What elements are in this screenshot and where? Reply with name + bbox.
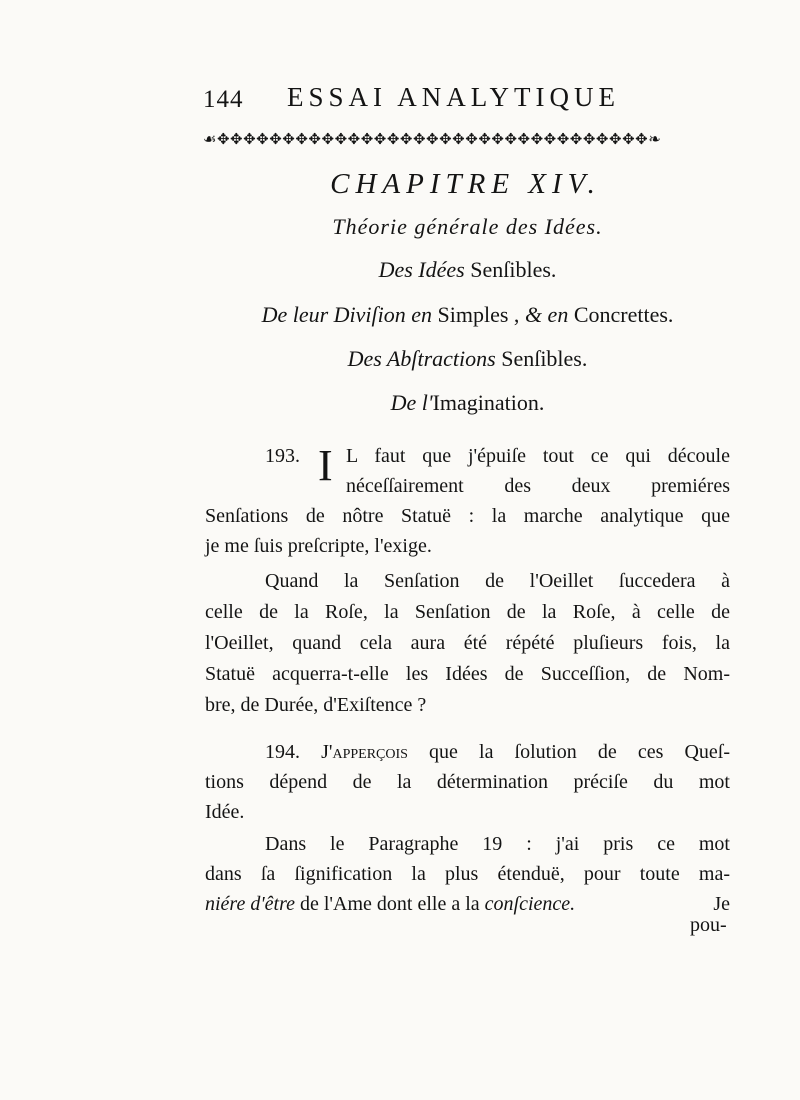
text-fragment: niére d'être — [205, 893, 295, 915]
heading-part: Senſibles. — [495, 346, 588, 371]
text-line: L faut que j'épuiſe tout ce qui découle — [346, 445, 730, 467]
text-line: tions dépend de la détermination préciſe du mot — [205, 771, 730, 793]
heading-part: Imagination. — [432, 390, 545, 415]
ornament-rule: ☙✥✥✥✥✥✥✥✥✥✥✥✥✥✥✥✥✥✥✥✥✥✥✥✥✥✥✥✥✥✥✥✥✥❧ — [203, 132, 662, 148]
chapter-heading-imagination — [195, 390, 740, 416]
text-line: Statuë acquerra-t-elle les Idées de Succeſſion, de Nom- — [205, 663, 730, 685]
chapter-heading-division — [195, 302, 740, 328]
text-line: Dans le Paragraphe 19 : j'ai pris ce mot — [265, 833, 730, 855]
heading-part: Senſibles. — [464, 257, 557, 282]
text-line: Idée. — [205, 801, 245, 823]
text-line: Senſations de nôtre Statuë : la marche analytique que — [205, 505, 730, 527]
chapter-heading-abstractions — [195, 346, 740, 372]
text-line: bre, de Durée, d'Exiſtence ? — [205, 694, 427, 716]
heading-part: Simples , — [432, 302, 525, 327]
chapter-heading-idees-sensibles — [195, 257, 740, 283]
heading-part: Des Idées — [378, 257, 465, 282]
paragraph-number: 194. — [265, 741, 300, 763]
text-line: celle de la Roſe, la Senſation de la Roſe, à celle de — [205, 601, 730, 623]
small-caps-word: J'apperçois — [321, 741, 408, 763]
text-line — [265, 737, 730, 767]
text-fragment: conſcience. — [484, 893, 576, 915]
paragraph-number: 193. — [265, 445, 300, 467]
text-line — [205, 889, 730, 919]
text-fragment: que la ſolution de ces Queſ- — [407, 741, 730, 763]
page-header — [203, 82, 743, 122]
heading-part: De l' — [390, 390, 433, 415]
heading-part: Des Abſtractions — [347, 346, 496, 371]
text-line: l'Oeillet, quand cela aura été répété pluſieurs fois, la — [205, 632, 730, 654]
chapter-heading-theorie: Théorie générale des Idées. — [332, 214, 603, 239]
text-line: Quand la Senſation de l'Oeillet ſuccedera à — [265, 570, 730, 592]
text-line: je me ſuis preſcripte, l'exige. — [205, 535, 432, 557]
running-title: ESSAI ANALYTIQUE — [287, 82, 621, 112]
text-line: dans ſa ſignification la plus étenduë, pour toute ma- — [205, 863, 730, 885]
heading-part: De leur Diviſion en — [261, 302, 433, 327]
chapter-title: CHAPITRE XIV. — [330, 168, 601, 200]
text-line: néceſſairement des deux premiéres — [346, 475, 730, 497]
page-number: 144 — [203, 86, 244, 113]
catchword: pou- — [690, 914, 727, 936]
heading-part: & en — [524, 302, 569, 327]
drop-cap: I — [318, 441, 333, 490]
text-fragment: Je — [713, 893, 730, 915]
text-fragment: de l'Ame dont elle a la — [294, 893, 485, 915]
heading-part: Concrettes. — [568, 302, 674, 327]
